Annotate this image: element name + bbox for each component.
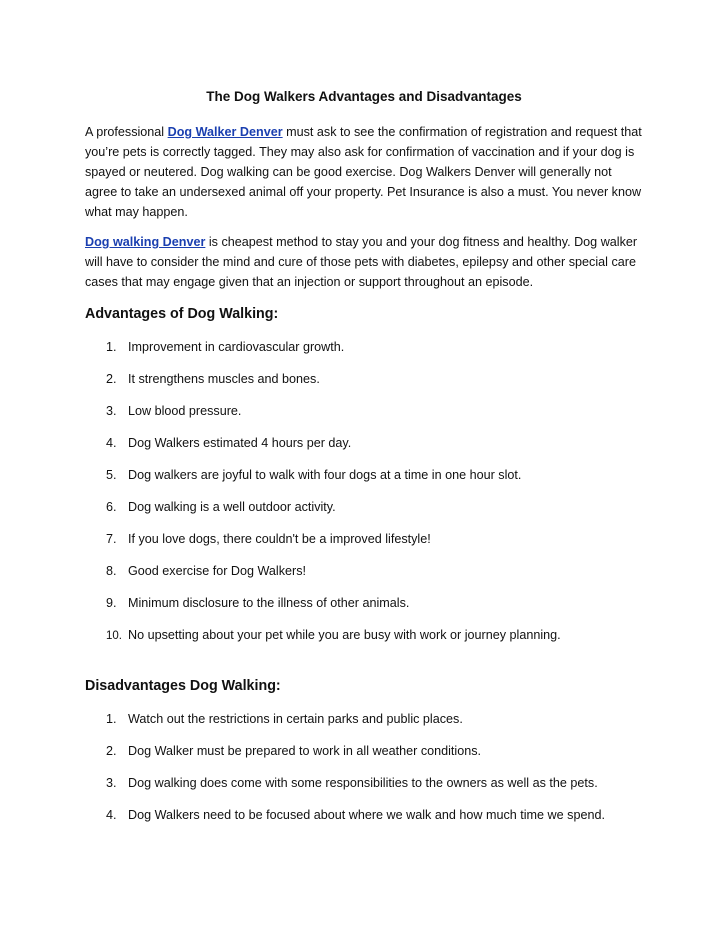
list-item xyxy=(106,564,306,578)
list-item xyxy=(106,808,605,822)
list-item-text: Dog walking does come with some responsibilities to the owners as well as the pets. xyxy=(128,776,598,790)
list-item xyxy=(106,372,320,386)
list-item xyxy=(106,436,351,450)
list-item-number: 9. xyxy=(106,596,117,610)
disadvantages-heading: Disadvantages Dog Walking: xyxy=(85,678,281,694)
list-item xyxy=(106,628,561,642)
list-item xyxy=(106,744,481,758)
list-item-text: Dog Walkers need to be focused about where we walk and how much time we spend. xyxy=(128,808,605,822)
list-item-text: Dog walkers are joyful to walk with four dogs at a time in one hour slot. xyxy=(128,468,522,482)
list-item-text: Watch out the restrictions in certain parks and public places. xyxy=(128,712,463,726)
list-item-text: It strengthens muscles and bones. xyxy=(128,372,320,386)
list-item-number: 10. xyxy=(106,630,122,642)
list-item-text: Dog Walker must be prepared to work in all weather conditions. xyxy=(128,744,482,758)
list-item-text: No upsetting about your pet while you are busy with work or journey planning. xyxy=(128,628,561,642)
list-item-text: Good exercise for Dog Walkers! xyxy=(128,564,307,578)
list-item-number: 8. xyxy=(106,564,117,578)
second-paragraph-text: is cheapest method to stay you and your dog fitness and healthy. Dog walker will have to consider the mind and cure of those pets with diabetes, epilepsy and other special care cases that may engage given that an injection or support throughout an episode. xyxy=(85,235,638,289)
list-item xyxy=(106,340,344,354)
advantages-heading: Advantages of Dog Walking: xyxy=(85,306,279,322)
list-item xyxy=(106,776,598,790)
list-item-number: 2. xyxy=(106,744,117,758)
list-item xyxy=(106,500,336,514)
document-title: The Dog Walkers Advantages and Disadvantages xyxy=(206,89,522,104)
list-item-number: 3. xyxy=(106,404,117,418)
intro-paragraph xyxy=(85,122,645,222)
list-item-text: Improvement in cardiovascular growth. xyxy=(128,340,345,354)
list-item-number: 1. xyxy=(106,340,117,354)
list-item-number: 6. xyxy=(106,500,117,514)
list-item-text: Dog Walkers estimated 4 hours per day. xyxy=(128,436,352,450)
list-item-number: 1. xyxy=(106,712,117,726)
list-item-text: Minimum disclosure to the illness of other animals. xyxy=(128,596,410,610)
list-item-text: Dog walking is a well outdoor activity. xyxy=(128,500,336,514)
list-item xyxy=(106,468,521,482)
list-item xyxy=(106,712,463,726)
intro-text-start: A professional xyxy=(85,125,168,139)
list-item-number: 4. xyxy=(106,808,117,822)
list-item xyxy=(106,532,431,546)
list-item-text: Low blood pressure. xyxy=(128,404,242,418)
intro-text-rest: must ask to see the confirmation of registration and request that you’re pets is correctly tagged. They may also ask for confirmation of vaccination and if your dog is spayed or neutered. Dog walking can be good exercise. Dog Walkers Denver will generally not agree to take an undersexed animal off your property. Pet Insurance is also a must. You never know what may happen. xyxy=(85,125,642,219)
list-item-text: If you love dogs, there couldn't be a improved lifestyle! xyxy=(128,532,431,546)
second-paragraph xyxy=(85,232,645,292)
list-item-number: 4. xyxy=(106,436,117,450)
dog-walking-denver-link[interactable]: Dog walking Denver xyxy=(85,235,206,249)
list-item xyxy=(106,596,409,610)
list-item-number: 5. xyxy=(106,468,117,482)
list-item-number: 2. xyxy=(106,372,117,386)
dog-walker-denver-link[interactable]: Dog Walker Denver xyxy=(167,125,283,139)
list-item-number: 7. xyxy=(106,532,117,546)
list-item-number: 3. xyxy=(106,776,117,790)
list-item xyxy=(106,404,241,418)
